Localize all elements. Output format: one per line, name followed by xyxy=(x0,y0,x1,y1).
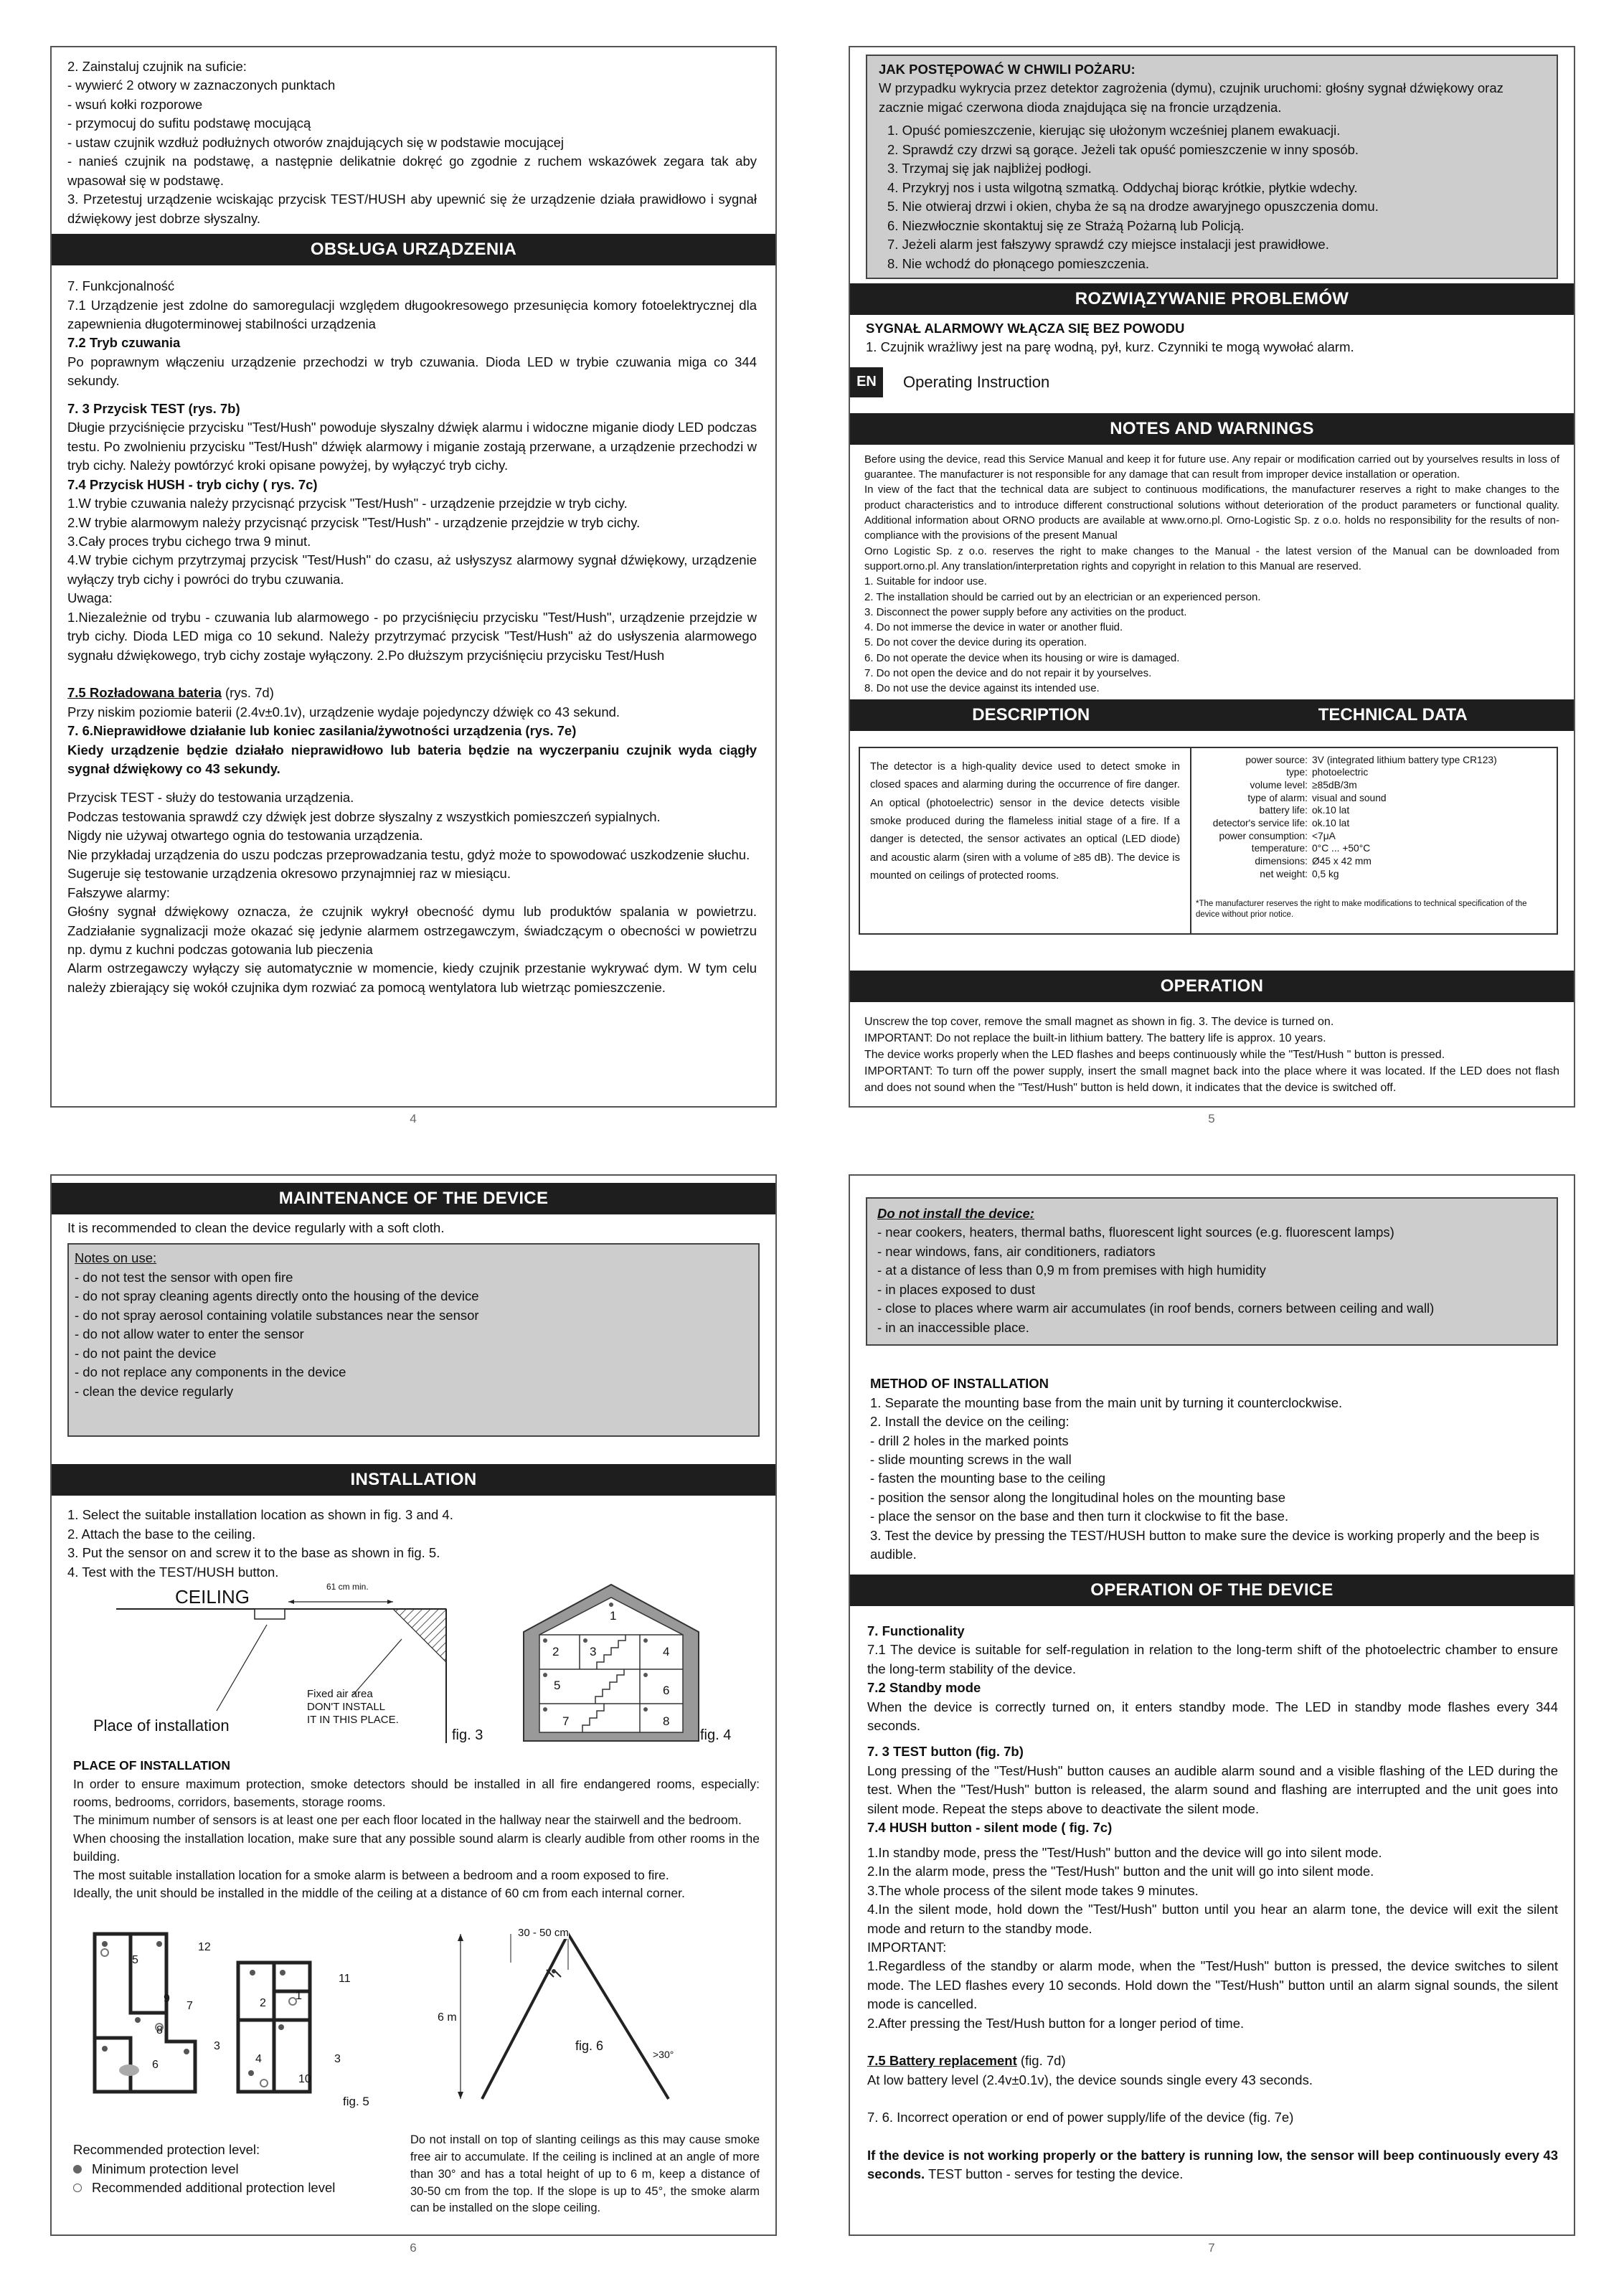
room-number: 6 xyxy=(663,1684,670,1698)
list-item: 3. Trzymaj się jak najbliżej podłogi. xyxy=(887,161,1092,176)
section-header: MAINTENANCE OF THE DEVICE xyxy=(52,1183,775,1214)
tech-value: <7μA xyxy=(1312,830,1336,841)
fixed-air-text: Fixed air area xyxy=(307,1688,373,1701)
tech-value: ≥85dB/3m xyxy=(1312,779,1357,790)
text-line: - wsuń kołki rozporowe xyxy=(67,96,203,112)
text-line: Fałszywe alarmy: xyxy=(67,884,170,900)
list-item: 2. The installation should be carried out by an electrician or an experienced person. xyxy=(864,590,1261,603)
tech-key: dimensions: xyxy=(1255,855,1308,867)
paragraph: When the device is correctly turned on, it enters standby mode. The LED in standby mode flashes every 344 seconds. xyxy=(867,1699,1558,1733)
list-item: - do not allow water to enter the sensor xyxy=(75,1326,304,1342)
room-number: 12 xyxy=(198,1941,211,1954)
text-line: IMPORTANT: xyxy=(867,1939,947,1955)
operation-en xyxy=(850,1606,1574,2184)
tech-key: detector's service life: xyxy=(1212,817,1308,829)
section-header: OPERATION OF THE DEVICE xyxy=(850,1575,1574,1606)
paragraph: In order to ensure maximum protection, smoke detectors should be installed in all fire endangered rooms, especially: rooms, bedrooms, corridors, basements, storage rooms. xyxy=(73,1776,760,1810)
description-header: DESCRIPTION xyxy=(972,704,1090,725)
heading-ref: (fig. 7d) xyxy=(1016,2053,1066,2069)
heading: 7.2 Tryb czuwania xyxy=(67,335,181,351)
list-item: 7. Jeżeli alarm jest fałszywy sprawdź czy miejsce instalacji jest prawidłowe. xyxy=(887,237,1329,253)
paragraph: If the device is not working properly or the battery is running low, the sensor will beep continuously every 43 seconds. xyxy=(867,2147,1558,2182)
room-number: 2 xyxy=(260,1997,266,2010)
heading: 7.5 Rozładowana bateria xyxy=(67,685,222,701)
list-item: 6. Do not operate the device when its housing or wire is damaged. xyxy=(864,651,1180,664)
paragraph: IMPORTANT: To turn off the power supply, insert the small magnet back into the place where it was located. If the LED does not flash and does not sound when the "Test/Hush" button is held down, it indicates that the device is switched off. xyxy=(864,1065,1559,1095)
angle-label: >30° xyxy=(653,2049,674,2061)
paragraph: At low battery level (2.4v±0.1v), the device sounds single every 43 seconds. xyxy=(867,2072,1313,2087)
list-item: 2. Install the device on the ceiling: xyxy=(870,1414,1070,1430)
room-number: 5 xyxy=(132,1954,138,1967)
heading: 7. 3 TEST button (fig. 7b) xyxy=(867,1744,1024,1760)
operation-pl xyxy=(52,265,775,997)
page-number: 4 xyxy=(410,1112,417,1125)
text-line: 3. Przetestuj urządzenie wciskając przycisk TEST/HUSH aby upewnić się że urządzenie działa prawidłowo i sygnał dźwiękowy jest dobrze słyszalny. xyxy=(67,192,757,226)
text-line: Sugeruje się testowanie urządzenia okresowo przynajmniej raz w miesiącu. xyxy=(67,866,511,882)
language-row xyxy=(850,367,1574,397)
text-line: 1.Regardless of the standby or alarm mode, when the "Test/Hush" button is pressed, the device switches to silent mode. The LED flashes every 10 seconds. Hold down the "Test/Hush" button until an alarm signal sounds, the silent mode is cancelled. xyxy=(867,1958,1558,2012)
tech-value: Ø45 x 42 mm xyxy=(1312,855,1372,867)
slope-text: Do not install on top of slanting ceilings as this may cause smoke free air to accumulate. If the ceiling is inclined at an angle of more than 30° and has a total height of up to 6 m, keep a distance of 30-50 cm from the top. If the slope is up to 45°, the smoke alarm can be installed on the slope ceiling. xyxy=(410,2133,760,2215)
list-item: 2. Sprawdź czy drzwi są gorące. Jeżeli tak opuść pomieszczenie w inny sposób. xyxy=(887,141,1359,157)
text-line: Przycisk TEST - służy do testowania urządzenia. xyxy=(67,790,354,806)
figure-caption: fig. 6 xyxy=(575,2039,604,2054)
list-item: - do not replace any components in the device xyxy=(75,1364,346,1380)
list-item: - clean the device regularly xyxy=(75,1383,234,1399)
list-item: 6. Niezwłocznie skontaktuj się ze Strażą Pożarną lub Policją. xyxy=(887,217,1245,233)
text-line: 3.The whole process of the silent mode takes 9 minutes. xyxy=(867,1882,1199,1898)
figure-caption: fig. 3 xyxy=(452,1727,483,1744)
room-number: 8 xyxy=(663,1714,670,1729)
method-of-installation xyxy=(850,1346,1574,1564)
dont-install-text: IT IN THIS PLACE. xyxy=(307,1714,399,1727)
tech-row xyxy=(1196,766,1552,779)
page-4 xyxy=(50,46,777,1108)
list-item: 8. Do not use the device against its intended use. xyxy=(864,682,1100,695)
tech-row xyxy=(1196,868,1552,881)
text-line: - przymocuj do sufitu podstawę mocującą xyxy=(67,115,311,131)
tech-value: visual and sound xyxy=(1312,792,1387,803)
text-line: Głośny sygnał dźwiękowy oznacza, że czujnik wykrył obecność dymu lub produktów spalania w powietrzu. Zadziałanie sygnalizacji może okazać się jedynie alarmem ostrzegawczym, świadczącym o obecności w powietrzu np. dymu z kuchni podczas gotowania lub pieczenia xyxy=(67,904,757,958)
tech-row xyxy=(1196,817,1552,830)
paragraph: Unscrew the top cover, remove the small magnet as shown in fig. 3. The device is turned on. xyxy=(864,1015,1334,1028)
heading: 7.5 Battery replacement xyxy=(867,2053,1017,2069)
list-item: 1. Separate the mounting base from the main unit by turning it counterclockwise. xyxy=(870,1394,1343,1410)
paragraph: In view of the fact that the technical data are subject to continuous modifications, the manufacturer reserves a right to make changes to the product characteristics and to introduce different constructional solutions without deterioration of the product parameters or functional quality. Additional information about ORNO products are available at www.orno.pl. Orno-Logistic Sp. z o.o. holds no responsibility for the results of non-compliance with the provisions of the present Manual xyxy=(864,483,1559,542)
paragraph: Po poprawnym włączeniu urządzenie przechodzi w tryb czuwania. Dioda LED w trybie czuwania miga co 344 sekundy. xyxy=(67,354,757,389)
list-item: - in places exposed to dust xyxy=(877,1281,1036,1297)
text-line: - wywierć 2 otwory w zaznaczonych punktach xyxy=(67,77,336,93)
tech-key: power consumption: xyxy=(1219,830,1308,841)
operation-text xyxy=(850,1002,1574,1097)
list-item: 2. Attach the base to the ceiling. xyxy=(67,1526,256,1542)
room-number: 5 xyxy=(554,1679,561,1693)
text-line: - ustaw czujnik wzdłuż podłużnych otworów znajdujących się w podstawie mocującej xyxy=(67,134,565,150)
tech-note: *The manufacturer reserves the right to make modifications to technical specification of the device without prior notice. xyxy=(1196,900,1527,920)
technical-data xyxy=(1190,748,1557,933)
tech-row xyxy=(1196,842,1552,855)
language-title: Operating Instruction xyxy=(903,372,1050,391)
list-item: 7. Do not open the device and do not repair it by yourselves. xyxy=(864,667,1152,680)
text-line: 2. Zainstaluj czujnik na suficie: xyxy=(67,59,247,74)
text-line: 2.W trybie alarmowym należy przycisnąć przycisk "Test/Hush" - urządzenie przejdzie w tryb cichy. xyxy=(67,514,641,530)
list-item: - position the sensor along the longitudinal holes on the mounting base xyxy=(870,1489,1286,1505)
tech-key: type: xyxy=(1286,767,1308,778)
list-item: 1. Select the suitable installation location as shown in fig. 3 and 4. xyxy=(67,1507,453,1523)
paragraph: Orno Logistic Sp. z o.o. reserves the right to make changes to the Manual - the latest version of the Manual can be downloaded from support.orno.pl. Any translation/interpretation rights and copyright in relation to this Manual are reserved. xyxy=(864,544,1559,572)
tech-row xyxy=(1196,855,1552,868)
list-item: - in an inaccessible place. xyxy=(877,1319,1029,1335)
tech-key: power source: xyxy=(1245,754,1308,765)
paragraph: Przy niskim poziomie baterii (2.4v±0.1v), urządzenie wydaje pojedynczy dźwięk co 43 sekund. xyxy=(67,704,620,719)
text-line: 1.W trybie czuwania należy przycisnąć przycisk "Test/Hush" - urządzenie przejdzie w tryb cichy. xyxy=(67,496,628,511)
list-item: - at a distance of less than 0,9 m from premises with high humidity xyxy=(877,1263,1266,1278)
desc-tech-box xyxy=(859,747,1558,935)
paragraph: Before using the device, read this Service Manual and keep it for future use. Any repair or modification carried out by yourselves results in loss of guarantee. The manufacturer is not responsible for any damage that can result from improper device installation or operation. xyxy=(864,453,1559,481)
fixed-air-label xyxy=(307,1688,399,1727)
place-label: Place of installation xyxy=(93,1717,230,1735)
list-item: 1. Opuść pomieszczenie, kierując się ułożonym wcześniej planem ewakuacji. xyxy=(887,123,1341,138)
ceiling-label: CEILING xyxy=(175,1586,250,1608)
figures-3-4 xyxy=(52,1582,775,1754)
list-item: - do not paint the device xyxy=(75,1345,217,1361)
list-item: 3. Disconnect the power supply before any activities on the product. xyxy=(864,605,1187,618)
heading: JAK POSTĘPOWAĆ W CHWILI POŻARU: xyxy=(879,62,1136,77)
heading: SYGNAŁ ALARMOWY WŁĄCZA SIĘ BEZ POWODU xyxy=(866,320,1185,336)
text-line: 4.W trybie cichym przytrzymaj przycisk "Test/Hush" do czasu, aż usłyszysz alarmowy sygnał dźwiękowy, urządzenie wyłączy tryb cichy i powróci do trybu czuwania. xyxy=(67,552,757,587)
distance-label: 61 cm min. xyxy=(326,1582,369,1592)
notes-warnings-text xyxy=(850,445,1574,697)
paragraph: Długie przyciśnięcie przycisku "Test/Hush" powoduje słyszalny dźwięk alarmu i widoczne miganie diody LED podczas testu. Po zwolnieniu przycisku "Test/Hush" dźwięk alarmowy i miganie zostają przerwane, a urządzenie przechodzi w tryb cichy. Należy powtórzyć kroki opisane powyżej, by wyłączyć tryb cichy. xyxy=(67,420,757,473)
list-item: 8. Nie wchodź do płonącego pomieszczenia. xyxy=(887,255,1150,271)
tech-value: ok.10 lat xyxy=(1312,805,1350,816)
list-item: 4. Przykryj nos i usta wilgotną szmatką. Oddychaj biorąc krótkie, płytkie wdechy. xyxy=(887,179,1358,195)
figure-caption: fig. 4 xyxy=(700,1727,732,1744)
tech-key: type of alarm: xyxy=(1247,792,1308,803)
list-item: - drill 2 holes in the marked points xyxy=(870,1433,1069,1448)
paragraph: Long pressing of the "Test/Hush" button causes an audible alarm sound and a visible flashing of the LED during the test. When the "Test/Hush" button is released, the alarm sound and flashing are interrupted and the unit goes into silent mode. Repeat the steps above to deactivate the silent mode. xyxy=(867,1762,1558,1816)
language-badge: EN xyxy=(850,367,883,397)
distance-label: 30 - 50 cm xyxy=(518,1927,569,1940)
tech-key: net weight: xyxy=(1260,868,1308,879)
paragraph: 7.1 The device is suitable for self-regulation in relation to the long-term shift of the photoelectric chamber to ensure the long-term stability of the device. xyxy=(867,1642,1558,1676)
heading: 7. 6.Nieprawidłowe działanie lub koniec zasilania/żywotności urządzenia (rys. 7e) xyxy=(67,723,577,739)
figure-caption: fig. 5 xyxy=(343,2095,369,2109)
legend-title: Recommended protection level: xyxy=(73,2142,260,2158)
text-line: 2.In the alarm mode, press the "Test/Hush" button and the unit will go into silent mode. xyxy=(867,1864,1374,1879)
dont-install-text: DON'T INSTALL xyxy=(307,1701,385,1714)
list-item: 3. Test the device by pressing the TEST/HUSH button to make sure the device is working properly and the beep is audible. xyxy=(870,1527,1540,1562)
heading: 7. Functionality xyxy=(867,1623,965,1638)
tech-key: temperature: xyxy=(1251,843,1308,854)
tech-row xyxy=(1196,792,1552,805)
tech-row xyxy=(1196,830,1552,843)
empty-dot-icon xyxy=(73,2184,82,2192)
page-number: 7 xyxy=(1208,2241,1215,2255)
text-line: Alarm ostrzegawczy wyłączy się automatycznie w momencie, kiedy czujnik przestanie wykrywać dym. W tym celu należy zbierający się wokół czujnika dym rozwiać za pomocą wentylatora lub wietrząc pomieszczenie. xyxy=(67,961,757,995)
list-item: 1. Suitable for indoor use. xyxy=(864,575,987,588)
room-number: 7 xyxy=(562,1714,570,1729)
heading: Notes on use: xyxy=(75,1250,157,1266)
room-number: 11 xyxy=(339,1973,351,1986)
heading: 7. Funkcjonalność xyxy=(67,278,175,294)
room-number: 4 xyxy=(255,2053,262,2066)
list-item: 4. Test with the TEST/HUSH button. xyxy=(67,1564,279,1580)
list-item: - near windows, fans, air conditioners, radiators xyxy=(877,1243,1156,1259)
text-line: - nanieś czujnik na podstawę, a następnie delikatnie dokręć go zgodnie z ruchem wskazówek zegara tak aby wpasował się w podstawę. xyxy=(67,154,757,188)
list-item: - do not spray aerosol containing volatile substances near the sensor xyxy=(75,1307,479,1323)
fire-box xyxy=(866,55,1558,279)
page-6 xyxy=(50,1174,777,2236)
legend-item: Recommended additional protection level xyxy=(92,2180,336,2196)
list-item: - near cookers, heaters, thermal baths, fluorescent light sources (e.g. fluorescent lamps) xyxy=(877,1224,1394,1240)
technical-data-header: TECHNICAL DATA xyxy=(1318,704,1468,725)
list-item: 4. Do not immerse the device in water or another fluid. xyxy=(864,621,1123,634)
filled-dot-icon xyxy=(73,2165,82,2174)
place-of-installation xyxy=(52,1754,775,1902)
text-line: Nie przykładaj urządzenia do uszu podczas przeprowadzania testu, gdyż może to spowodować uszkodzenie słuchu. xyxy=(67,846,750,862)
page-7 xyxy=(849,1174,1575,2236)
room-number: 3 xyxy=(214,2040,220,2053)
description-text: The detector is a high-quality device used to detect smoke in closed spaces and alarming during the occurrence of fire danger. An optical (photoelectric) sensor in the device detects visible smoke produced during the flameless initial stage of a fire. If a danger is detected, the sensor activates an optical (LED diode) and acoustic alarm (siren with a volume of ≥85 dB). The device is mounted on ceilings of protected rooms. xyxy=(870,760,1180,882)
tech-value: photoelectric xyxy=(1312,767,1369,778)
room-number: 6 xyxy=(152,2059,159,2072)
tech-key: volume level: xyxy=(1250,779,1308,790)
page-number: 5 xyxy=(1208,1112,1215,1125)
paragraph: TEST button - serves for testing the device. xyxy=(925,2166,1184,2182)
heading: 7. 3 Przycisk TEST (rys. 7b) xyxy=(67,400,240,416)
list-item: - do not spray cleaning agents directly onto the housing of the device xyxy=(75,1288,479,1304)
tech-key: battery life: xyxy=(1259,805,1308,816)
do-not-install-box xyxy=(866,1197,1558,1346)
install-steps-pl xyxy=(52,47,775,228)
paragraph: When choosing the installation location, make sure that any possible sound alarm is clearly audible from other rooms in the building. xyxy=(73,1831,760,1864)
paragraph: 1. Czujnik wrażliwy jest na parę wodną, pył, kurz. Czynniki te mogą wywołać alarm. xyxy=(866,339,1354,355)
section-header: NOTES AND WARNINGS xyxy=(850,413,1574,445)
list-item: 3. Put the sensor on and screw it to the base as shown in fig. 5. xyxy=(67,1545,440,1561)
section-header: OPERATION xyxy=(850,971,1574,1002)
paragraph: IMPORTANT: Do not replace the built-in lithium battery. The battery life is approx. 10 years. xyxy=(864,1032,1326,1044)
text-line: 2.After pressing the Test/Hush button for a longer period of time. xyxy=(867,2015,1245,2031)
heading: 7.4 HUSH button - silent mode ( fig. 7c) xyxy=(867,1820,1113,1836)
notes-on-use-box xyxy=(67,1243,760,1437)
room-number: 3 xyxy=(590,1645,597,1659)
fig6-slope-diagram xyxy=(439,1927,697,2113)
paragraph: The minimum number of sensors is at least one per each floor located in the hallway near the stairwell and the bedroom. xyxy=(73,1813,742,1828)
room-number: 9 xyxy=(164,1993,170,2006)
heading-ref: (rys. 7d) xyxy=(221,685,274,701)
paragraph: Ideally, the unit should be installed in the middle of the ceiling at a distance of 60 cm from each internal corner. xyxy=(73,1885,685,1900)
figure-legend-row xyxy=(52,2128,775,2217)
text-line: Nigdy nie używaj otwartego ognia do testowania urządzenia. xyxy=(67,828,423,844)
height-label: 6 m xyxy=(438,2011,457,2024)
page-5 xyxy=(849,46,1575,1108)
heading: 7. 6. Incorrect operation or end of power supply/life of the device (fig. 7e) xyxy=(867,2110,1294,2125)
installation-steps xyxy=(52,1496,775,1582)
room-number: 8 xyxy=(156,2024,163,2037)
tech-value: 3V (integrated lithium battery type CR123) xyxy=(1312,754,1497,765)
section-header: ROZWIĄZYWANIE PROBLEMÓW xyxy=(850,283,1574,315)
desc-tech-header xyxy=(850,699,1574,731)
page-number: 6 xyxy=(410,2241,417,2255)
list-item: - slide mounting screws in the wall xyxy=(870,1451,1072,1467)
paragraph: The device works properly when the LED flashes and beeps continuously while the "Test/Hush " button is pressed. xyxy=(864,1049,1445,1062)
paragraph: 7.1 Urządzenie jest zdolne do samoregulacji względem długookresowego przesunięcia komory fotoelektrycznej dla zapewnienia długoterminowej stabilności urządzenia xyxy=(67,297,757,331)
room-number: 4 xyxy=(663,1645,670,1659)
text-line: 3.Cały proces trybu cichego trwa 9 minut. xyxy=(67,533,311,549)
heading: PLACE OF INSTALLATION xyxy=(73,1758,231,1773)
room-number: 1 xyxy=(296,1990,302,2003)
room-number: 10 xyxy=(298,2073,311,2086)
room-number: 1 xyxy=(610,1609,617,1623)
heading: Do not install the device: xyxy=(877,1206,1034,1221)
room-number: 7 xyxy=(187,2000,193,2013)
room-number: 2 xyxy=(552,1645,560,1659)
paragraph: W przypadku wykrycia przez detektor zagrożenia (dymu), czujnik uruchomi: głośny sygnał dźwiękowy oraz zacznie migać czerwona dioda znajdująca się na froncie urządzenia. xyxy=(879,80,1503,115)
heading: 7.4 Przycisk HUSH - tryb cichy ( rys. 7c) xyxy=(67,476,318,492)
list-item: - do not test the sensor with open fire xyxy=(75,1269,293,1285)
heading: METHOD OF INSTALLATION xyxy=(870,1376,1049,1392)
tech-value: ok.10 lat xyxy=(1312,817,1350,829)
list-item: 5. Nie otwieraj drzwi i okien, chyba że są na drodze awaryjnego opuszczenia domu. xyxy=(887,199,1379,214)
text-line: 1.In standby mode, press the "Test/Hush" button and the device will go into silent mode. xyxy=(867,1844,1382,1860)
heading: 7.2 Standby mode xyxy=(867,1680,981,1696)
list-item: - close to places where warm air accumulates (in roof bends, corners between ceiling and wall) xyxy=(877,1301,1435,1316)
section-header: OBSŁUGA URZĄDZENIA xyxy=(52,234,775,265)
text-line: 1.Niezależnie od trybu - czuwania lub alarmowego - po przyciśnięciu przycisku "Test/Hush", urządzenie przejdzie w tryb cichy. Dioda LED miga co 10 sekund. Należy przytrzymać przycisk "Test/Hush" aż do usłyszenia alarmowego sygnału dźwiękowego, tryb cichy zostaje wyłączony. 2.Po dłuższym przyciśnięciu przycisku Test/Hush xyxy=(67,609,757,663)
fig4-house-diagram xyxy=(511,1582,712,1747)
section-header: INSTALLATION xyxy=(52,1464,775,1496)
tech-value: 0,5 kg xyxy=(1312,868,1339,879)
paragraph: The most suitable installation location for a smoke alarm is between a bedroom and a room exposed to fire. xyxy=(73,1867,669,1882)
room-number: 3 xyxy=(334,2053,341,2066)
text-line: 4.In the silent mode, hold down the "Test/Hush" button until you hear an alarm tone, the device will exit the silent mode and return to the standby mode. xyxy=(867,1902,1558,1936)
text-line: Uwaga: xyxy=(67,590,113,606)
paragraph: It is recommended to clean the device regularly with a soft cloth. xyxy=(67,1220,445,1235)
text-line: Podczas testowania sprawdź czy dźwięk jest dobrze słyszalny z wszystkich pomieszczeń sypialnych. xyxy=(67,808,661,824)
list-item: - fasten the mounting base to the ceiling xyxy=(870,1471,1106,1486)
list-item: 5. Do not cover the device during its operation. xyxy=(864,636,1087,649)
protection-legend xyxy=(73,2132,410,2217)
legend-item: Minimum protection level xyxy=(92,2161,239,2176)
paragraph: Kiedy urządzenie będzie działało nieprawidłowo lub bateria będzie na wyczerpaniu czujnik wyda ciągły sygnał dźwiękowy co 43 sekundy. xyxy=(67,742,757,776)
figures-5-6 xyxy=(52,1912,775,2128)
tech-row xyxy=(1196,779,1552,792)
list-item: - place the sensor on the base and then turn it clockwise to fit the base. xyxy=(870,1509,1289,1524)
tech-value: 0°C ... +50°C xyxy=(1312,843,1371,854)
tech-row xyxy=(1196,804,1552,817)
tech-row xyxy=(1196,754,1552,767)
